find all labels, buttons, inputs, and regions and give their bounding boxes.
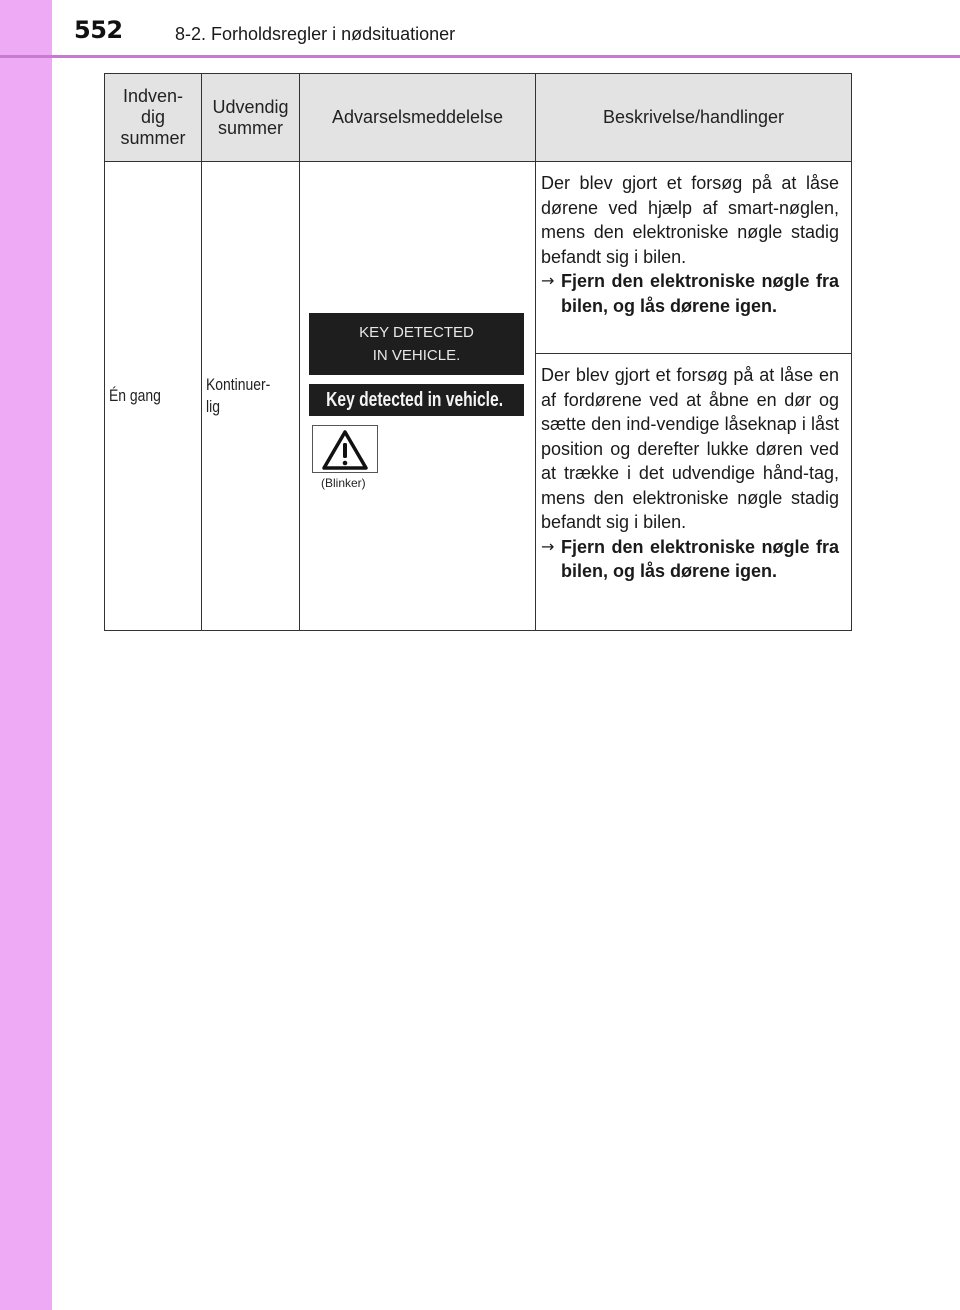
display-key-detected-uppercase <box>309 313 524 375</box>
outside-buzzer-value: Kontinuer- lig <box>206 375 271 416</box>
col-header-inside-buzzer-text: Indven- dig summer <box>120 86 186 148</box>
col-header-outside-buzzer <box>202 74 300 162</box>
col-header-outside-buzzer-text: Udvendig summer <box>212 96 289 138</box>
display1-line1: KEY DETECTED <box>359 324 474 341</box>
col-header-description-text: Beskrivelse/handlinger <box>602 107 785 127</box>
header-rule <box>0 55 960 58</box>
display2-text: Key detected in vehicle. <box>326 389 504 411</box>
display1-line2: IN VEHICLE. <box>372 347 461 364</box>
outside-buzzer-cell <box>202 162 300 631</box>
warning-triangle-icon <box>312 425 378 473</box>
message-displays <box>300 162 535 630</box>
description-cell <box>536 162 852 354</box>
arrow-icon: → <box>541 536 555 556</box>
action-item <box>541 269 839 318</box>
description-text: Der blev gjort et forsøg på at låse en af fordørene ved at åbne en dør og sætte den ind-vendige låseknap i låst position og derefter lukke døren ved at trække i det udvendige hånd-tag, mens den elektroniske nøgle stadig befandt sig i bilen. <box>541 365 839 533</box>
action-item <box>541 535 839 584</box>
action-text: Fjern den elektroniske nøgle fra bilen, og lås dørene igen. <box>561 536 839 582</box>
col-header-warning-message-text: Advarselsmeddelelse <box>331 107 504 127</box>
display-key-detected-mixedcase <box>309 384 524 416</box>
description-text: Der blev gjort et forsøg på at låse dørene ved hjælp af smart-nøglen, mens den elektroniske nøgle stadig befandt sig i bilen. <box>541 173 839 267</box>
header-tab <box>0 0 52 56</box>
inside-buzzer-value: Én gang <box>109 386 161 405</box>
warning-message-cell <box>300 162 536 631</box>
warning-table <box>104 73 852 631</box>
page-header <box>0 0 960 56</box>
inside-buzzer-cell <box>105 162 202 631</box>
col-header-inside-buzzer <box>105 74 202 162</box>
action-text: Fjern den elektroniske nøgle fra bilen, og lås dørene igen. <box>561 271 839 316</box>
col-header-description <box>536 74 852 162</box>
arrow-icon: → <box>541 271 555 290</box>
page-number: 552 <box>74 16 123 44</box>
side-tab-band <box>0 0 52 1310</box>
table-row <box>105 162 852 354</box>
description-cell <box>536 354 852 631</box>
table-header-row <box>105 74 852 162</box>
section-title: 8-2. Forholdsregler i nødsituationer <box>175 24 456 44</box>
col-header-warning-message <box>300 74 536 162</box>
blinker-note: (Blinker) <box>321 476 366 490</box>
